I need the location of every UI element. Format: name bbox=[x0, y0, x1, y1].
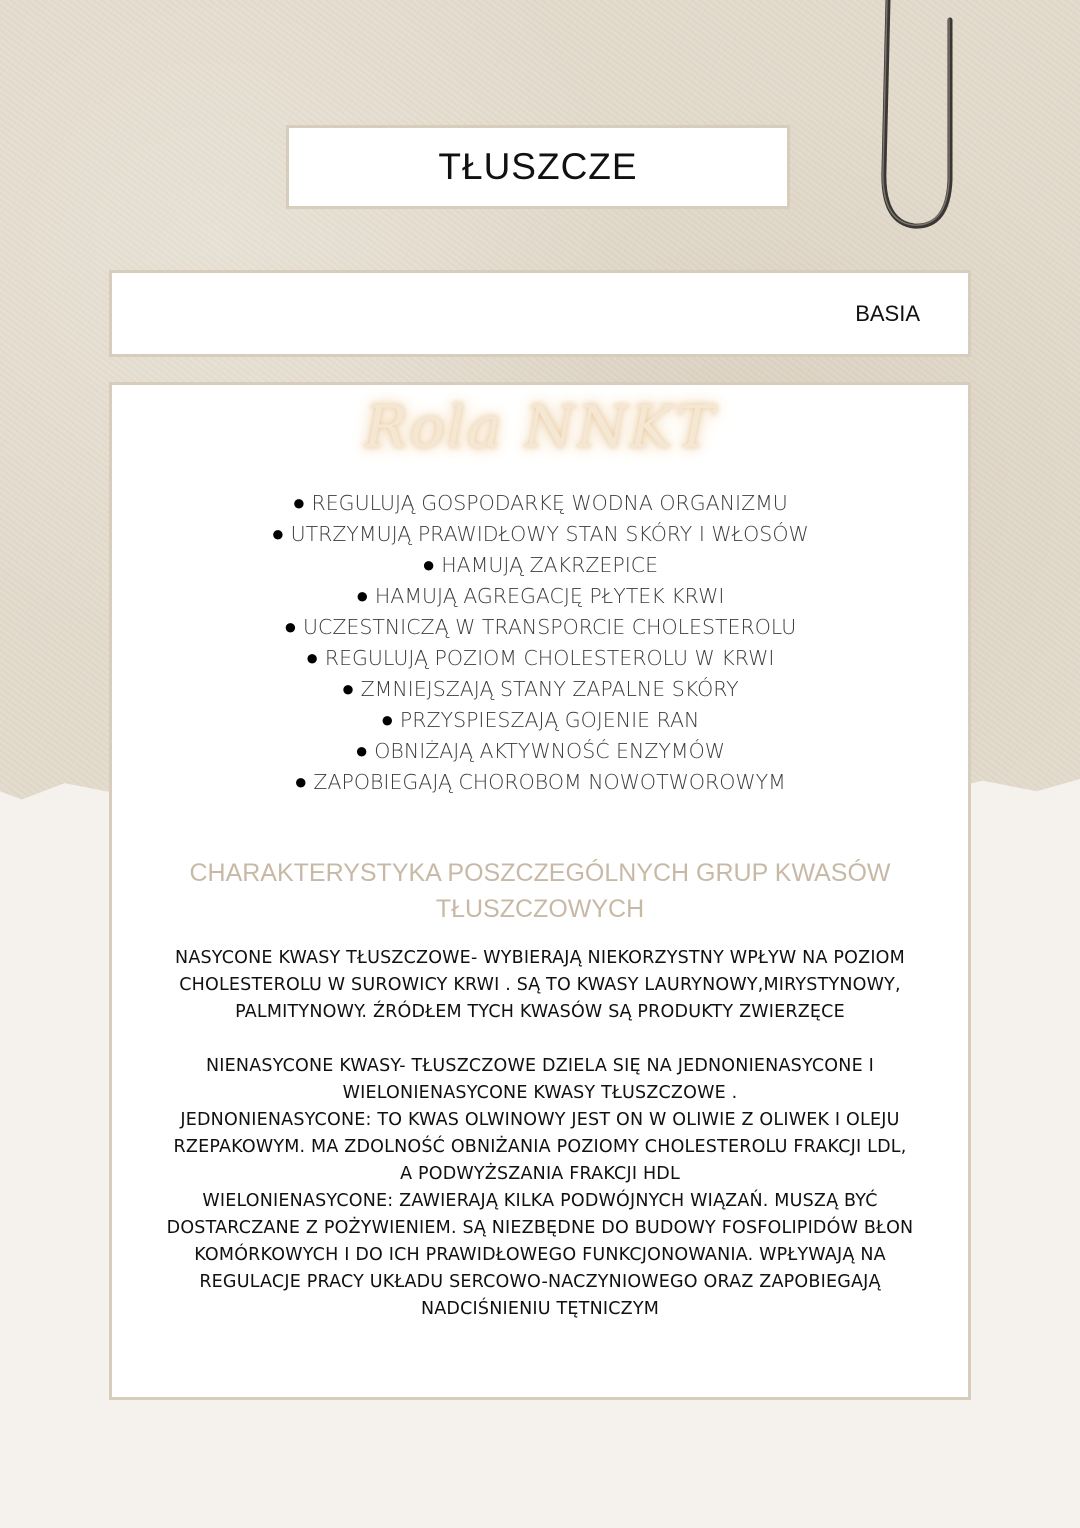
author-box bbox=[109, 270, 971, 357]
author-name: BASIA bbox=[855, 301, 920, 326]
role-text: REGULUJĄ GOSPODARKĘ WODNA ORGANIZMU bbox=[311, 491, 788, 515]
bullet-dot-icon: ● bbox=[421, 553, 436, 578]
bullet-dot-icon: ● bbox=[292, 491, 306, 516]
paragraph-line: RZEPAKOWYM. MA ZDOLNOŚĆ OBNIŻANIA POZIOMY CHOLESTEROLU FRAKCJI LDL, bbox=[173, 1137, 907, 1157]
role-item bbox=[112, 674, 968, 705]
paperclip-icon bbox=[878, 0, 958, 235]
role-text: HAMUJĄ AGREGACJĘ PŁYTEK KRWI bbox=[374, 584, 725, 608]
roles-list bbox=[112, 488, 968, 798]
unsaturated-fats-paragraph bbox=[132, 1053, 948, 1323]
bullet-dot-icon: ● bbox=[355, 739, 369, 764]
bullet-dot-icon: ● bbox=[294, 770, 308, 795]
role-item bbox=[112, 488, 968, 519]
paragraph-line: WIELONIENASYCONE: ZAWIERAJĄ KILKA PODWÓJNYCH WIĄZAŃ. MUSZĄ BYĆ bbox=[202, 1191, 878, 1211]
paragraph-line: NADCIŚNIENIU TĘTNICZYM bbox=[420, 1299, 660, 1319]
role-text: HAMUJĄ ZAKRZEPICE bbox=[441, 553, 659, 577]
bullet-dot-icon: ● bbox=[271, 522, 285, 547]
role-item bbox=[112, 643, 968, 674]
page-title: TŁUSZCZE bbox=[438, 146, 638, 187]
role-text: PRZYSPIESZAJĄ GOJENIE RAN bbox=[399, 708, 700, 732]
paragraph-line: KOMÓRKOWYCH I DO ICH PRAWIDŁOWEGO FUNKCJONOWANIA. WPŁYWAJĄ NA bbox=[194, 1245, 886, 1265]
bullet-dot-icon: ● bbox=[305, 646, 319, 671]
role-item bbox=[112, 550, 968, 581]
bullet-dot-icon: ● bbox=[341, 677, 355, 702]
paragraph-line: DOSTARCZANE Z POŻYWIENIEM. SĄ NIEZBĘDNE DO BUDOWY FOSFOLIPIDÓW BŁON bbox=[166, 1218, 914, 1238]
role-text: UTRZYMUJĄ PRAWIDŁOWY STAN SKÓRY I WŁOSÓW bbox=[290, 522, 809, 546]
role-text: REGULUJĄ POZIOM CHOLESTEROLU W KRWI bbox=[324, 646, 775, 670]
role-item bbox=[112, 581, 968, 612]
section-heading bbox=[112, 855, 968, 927]
paragraph-line: WIELONIENASYCONE KWASY TŁUSZCZOWE . bbox=[342, 1083, 738, 1103]
role-item bbox=[112, 612, 968, 643]
paragraph-line: REGULACJE PRACY UKŁADU SERCOWO-NACZYNIOWEGO ORAZ ZAPOBIEGAJĄ bbox=[199, 1272, 881, 1292]
role-text: UCZESTNICZĄ W TRANSPORCIE CHOLESTEROLU bbox=[303, 615, 797, 639]
paragraph-line: NIENASYCONE KWASY- TŁUSZCZOWE DZIELA SIĘ NA JEDNONIENASYCONE I bbox=[206, 1056, 874, 1076]
bullet-dot-icon: ● bbox=[380, 708, 394, 733]
paragraph-line: A PODWYŻSZANIA FRAKCJI HDL bbox=[400, 1164, 680, 1184]
section-heading-line: CHARAKTERYSTYKA POSZCZEGÓLNYCH GRUP KWASÓW bbox=[189, 859, 891, 887]
section-heading-line: TŁUSZCZOWYCH bbox=[435, 895, 645, 923]
paragraph-line: CHOLESTEROLU W SUROWICY KRWI . SĄ TO KWASY LAURYNOWY,MIRYSTYNOWY, bbox=[179, 975, 901, 995]
bullet-dot-icon: ● bbox=[355, 584, 369, 609]
role-item bbox=[112, 736, 968, 767]
role-item bbox=[112, 519, 968, 550]
script-heading: Rola NNKT bbox=[364, 393, 716, 461]
role-text: ZMNIEJSZAJĄ STANY ZAPALNE SKÓRY bbox=[360, 677, 739, 701]
paragraph-line: JEDNONIENASYCONE: TO KWAS OLWINOWY JEST ON W OLIWIE Z OLIWEK I OLEJU bbox=[180, 1110, 900, 1130]
content-card bbox=[109, 382, 971, 1400]
paragraph-line: NASYCONE KWASY TŁUSZCZOWE- WYBIERAJĄ NIEKORZYSTNY WPŁYW NA POZIOM bbox=[175, 948, 905, 968]
role-item bbox=[112, 767, 968, 798]
title-box bbox=[286, 125, 790, 209]
paragraph-line: PALMITYNOWY. ŹRÓDŁEM TYCH KWASÓW SĄ PRODUKTY ZWIERZĘCE bbox=[235, 1002, 845, 1022]
role-text: OBNIŻAJĄ AKTYWNOŚĆ ENZYMÓW bbox=[374, 739, 725, 763]
role-item bbox=[112, 705, 968, 736]
role-text: ZAPOBIEGAJĄ CHOROBOM NOWOTWOROWYM bbox=[313, 770, 786, 794]
saturated-fats-paragraph bbox=[132, 945, 948, 1026]
bullet-dot-icon: ● bbox=[283, 615, 297, 640]
